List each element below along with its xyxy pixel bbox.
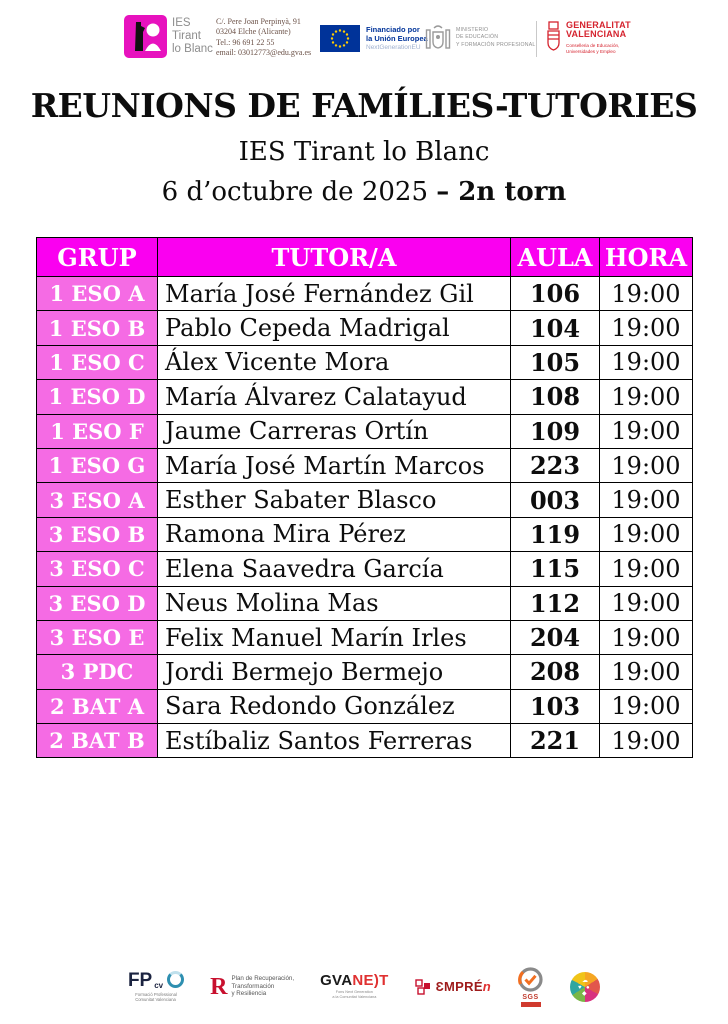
meetings-table: [36, 237, 693, 758]
generalitat-text: [566, 21, 631, 55]
table-row: [37, 689, 693, 723]
turn-text: – 2n torn: [436, 177, 567, 207]
table-row: [37, 724, 693, 758]
grup-cell: 3 ESO B: [37, 517, 158, 551]
table-row: [37, 620, 693, 654]
table-row: [37, 380, 693, 414]
grup-cell: 1 ESO B: [37, 311, 158, 345]
col-header-tutor: TUTOR/A: [158, 238, 511, 277]
conselleria-caption: Conselleria de Educación, Universidades y Empleo: [566, 42, 620, 54]
sgs-logo: [517, 966, 544, 1007]
eu-flag-icon: [320, 25, 360, 52]
table-row: [37, 311, 693, 345]
address-line: C/. Pere Joan Perpinyà, 91: [216, 17, 301, 26]
grup-cell: 3 ESO E: [37, 620, 158, 654]
tutor-cell: Jordi Bermejo Bermejo: [158, 655, 511, 689]
fp-caption: Formació Professional Comunitat Valenciana: [135, 991, 177, 1002]
fp-logo-text: FP: [127, 969, 153, 991]
aula-cell: 223: [511, 448, 600, 482]
hora-cell: 19:00: [600, 552, 693, 586]
empren-logo: [415, 978, 491, 996]
eu-nextgen-text: NextGenerationEU: [366, 44, 421, 52]
gva-next-logo: [320, 973, 389, 1000]
sgs-text: SGS: [522, 994, 539, 1001]
gva-next-red-text: NE)T: [352, 972, 389, 990]
grup-cell: 2 BAT B: [37, 724, 158, 758]
hora-cell: 19:00: [600, 620, 693, 654]
aula-cell: 105: [511, 345, 600, 379]
plan-r-icon: R: [210, 975, 227, 999]
grup-cell: 2 BAT A: [37, 689, 158, 723]
plan-caption: Plan de Recuperación, Transformación y Resiliencia: [231, 974, 295, 998]
generalitat-block: [536, 21, 631, 57]
table-row: [37, 655, 693, 689]
address-line: 03204 Elche (Alicante): [216, 27, 291, 37]
tutor-cell: Estíbaliz Santos Ferreras: [158, 724, 511, 758]
aula-cell: 106: [511, 277, 600, 311]
hora-cell: 19:00: [600, 311, 693, 345]
empren-text: ƐMPRÉn: [435, 979, 492, 994]
hora-cell: 19:00: [600, 380, 693, 414]
tutor-cell: Álex Vicente Mora: [158, 345, 511, 379]
table-row: [37, 483, 693, 517]
date-text: 6 d’octubre de 2025: [161, 177, 428, 207]
tutor-cell: Neus Molina Mas: [158, 586, 511, 620]
school-name: IES Tirant lo Blanc: [238, 137, 490, 167]
eu-text-line: la Unión Europea: [366, 34, 428, 44]
tutor-cell: María Álvarez Calatayud: [158, 380, 511, 414]
sgs-gauge-icon: [517, 966, 544, 993]
aula-cell: 221: [511, 724, 600, 758]
tutor-cell: Sara Redondo González: [158, 689, 511, 723]
hora-cell: 19:00: [600, 655, 693, 689]
date-line: [0, 177, 728, 207]
table-row: [37, 586, 693, 620]
aula-cell: 103: [511, 689, 600, 723]
hora-cell: 19:00: [600, 414, 693, 448]
ies-logo-block: [124, 15, 213, 58]
hora-cell: 19:00: [600, 689, 693, 723]
ies-tirant-logo-icon: [124, 15, 167, 58]
hora-cell: 19:00: [600, 277, 693, 311]
sgs-bar-icon: [521, 1002, 541, 1007]
table-row: [37, 414, 693, 448]
grup-cell: 1 ESO C: [37, 345, 158, 379]
tutor-cell: Esther Sabater Blasco: [158, 483, 511, 517]
grup-cell: 3 ESO A: [37, 483, 158, 517]
fp-swirl-icon: [167, 971, 184, 988]
grup-cell: 3 PDC: [37, 655, 158, 689]
eu-funding-text: [366, 25, 428, 52]
table-row: [37, 345, 693, 379]
tutor-cell: Jaume Carreras Ortín: [158, 414, 511, 448]
tutor-cell: Ramona Mira Pérez: [158, 517, 511, 551]
grup-cell: 1 ESO F: [37, 414, 158, 448]
fp-logo-sub: cv: [154, 980, 164, 990]
aula-cell: 119: [511, 517, 600, 551]
grup-cell: 1 ESO A: [37, 277, 158, 311]
fp-cv-logo: [128, 971, 184, 1003]
hora-cell: 19:00: [600, 448, 693, 482]
generalitat-emblem-icon: [546, 21, 561, 51]
ministry-line: DE EDUCACIÓN: [456, 34, 499, 41]
eu-funding-block: [320, 25, 428, 52]
tutor-cell: María José Martín Marcos: [158, 448, 511, 482]
aula-cell: 115: [511, 552, 600, 586]
hora-cell: 19:00: [600, 517, 693, 551]
address-email: email: 03012773@edu.gva.es: [216, 48, 312, 58]
col-header-hora: HORA: [600, 238, 693, 277]
grup-cell: 3 ESO C: [37, 552, 158, 586]
eu-text-line: Financiado por: [366, 25, 420, 35]
ministry-line: MINISTERIO: [456, 27, 489, 34]
page-title: REUNIONS DE FAMÍLIES-TUTORIES: [30, 86, 698, 125]
address-line: Tel.: 96 691 22 55: [216, 37, 275, 47]
vida-saludable-badge-icon: ☁ ♥ ● ◆: [570, 972, 600, 1002]
aula-cell: 003: [511, 483, 600, 517]
aula-cell: 208: [511, 655, 600, 689]
hora-cell: 19:00: [600, 483, 693, 517]
aula-cell: 112: [511, 586, 600, 620]
tutor-cell: María José Fernández Gil: [158, 277, 511, 311]
grup-cell: 3 ESO D: [37, 586, 158, 620]
school-address: [216, 17, 311, 59]
grup-cell: 1 ESO G: [37, 448, 158, 482]
ministry-block: [425, 22, 535, 54]
col-header-grup: GRUP: [37, 238, 158, 277]
aula-cell: 108: [511, 380, 600, 414]
hora-cell: 19:00: [600, 345, 693, 379]
tutor-cell: Felix Manuel Marín Irles: [158, 620, 511, 654]
grup-cell: 1 ESO D: [37, 380, 158, 414]
aula-cell: 104: [511, 311, 600, 345]
gva-next-black-text: GVA: [320, 972, 353, 990]
footer-logos: [0, 966, 728, 1007]
table-row: [37, 277, 693, 311]
spain-coat-of-arms-icon: [425, 22, 451, 54]
plan-recuperacion-logo: [210, 975, 294, 999]
hora-cell: 19:00: [600, 586, 693, 620]
aula-cell: 109: [511, 414, 600, 448]
hora-cell: 19:00: [600, 724, 693, 758]
ministry-text: [456, 27, 535, 48]
tutor-cell: Elena Saavedra García: [158, 552, 511, 586]
table-row: [37, 552, 693, 586]
generalitat-line: VALENCIANA: [566, 29, 627, 40]
table-row: [37, 448, 693, 482]
generalitat-line: GENERALITAT: [566, 20, 631, 30]
table-header-row: [37, 238, 693, 277]
tutor-cell: Pablo Cepeda Madrigal: [158, 311, 511, 345]
table-row: [37, 517, 693, 551]
aula-cell: 204: [511, 620, 600, 654]
ministry-line: Y FORMACIÓN PROFESIONAL: [456, 41, 536, 48]
col-header-aula: AULA: [511, 238, 600, 277]
empren-cubes-icon: [415, 978, 433, 996]
gva-next-caption: Fons Next Generation a la Comunitat Valenciana: [332, 990, 377, 999]
ies-name-text: IES Tirant lo Blanc: [172, 17, 213, 55]
